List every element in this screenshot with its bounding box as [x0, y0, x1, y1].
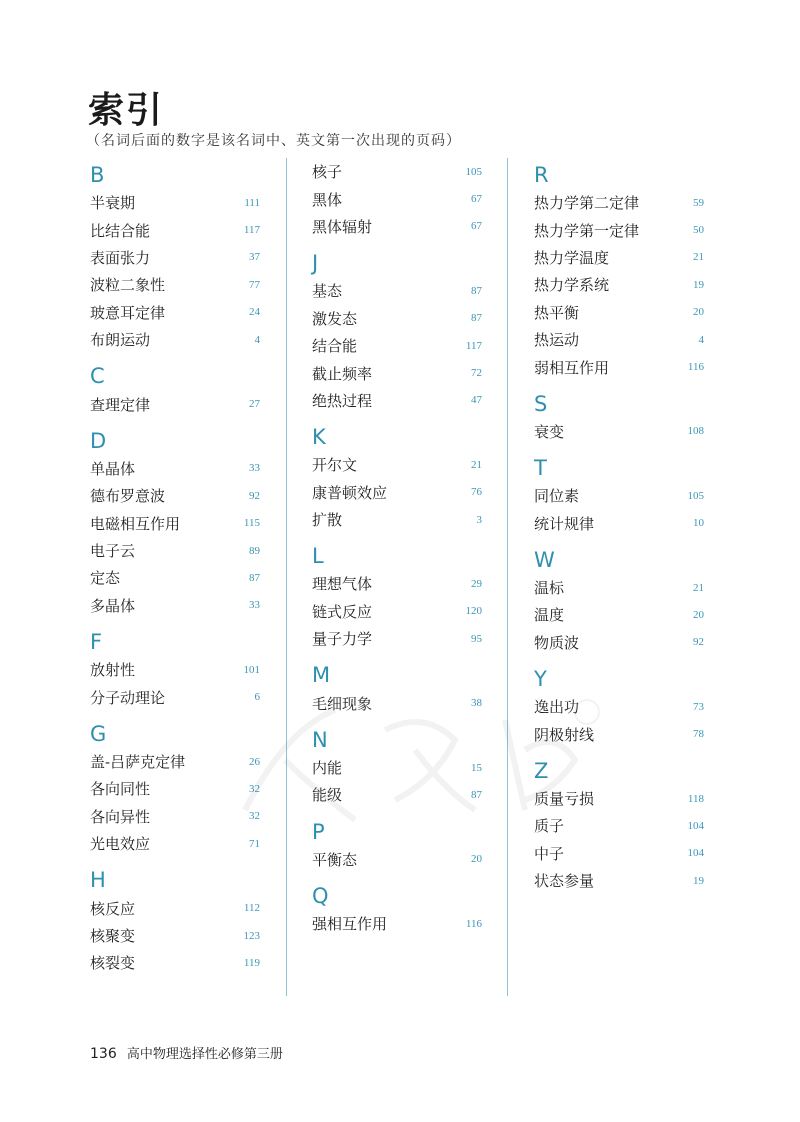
index-term: 结合能 — [312, 337, 358, 356]
index-section — [534, 547, 704, 656]
index-entry — [534, 785, 704, 812]
index-page-number: 73 — [693, 700, 704, 713]
index-page-number: 38 — [471, 697, 482, 710]
index-term: 电磁相互作用 — [90, 514, 181, 533]
index-page-number: 29 — [471, 577, 482, 590]
index-term: 比结合能 — [90, 221, 151, 240]
index-page-number: 105 — [687, 489, 704, 502]
index-page-number: 112 — [243, 902, 260, 915]
index-page-number: 19 — [693, 874, 704, 887]
index-entry — [312, 754, 482, 781]
index-entry — [312, 570, 482, 597]
index-term: 放射性 — [90, 661, 136, 680]
index-page-number: 21 — [693, 251, 704, 264]
index-page-number: 115 — [243, 517, 260, 530]
index-page-number: 27 — [249, 398, 260, 411]
index-page-number: 92 — [693, 636, 704, 649]
index-term: 热力学第一定律 — [534, 221, 640, 240]
index-term: 黑体辐射 — [312, 217, 373, 236]
index-entry — [90, 830, 260, 857]
index-page-number: 116 — [465, 917, 482, 930]
index-page-number: 87 — [249, 571, 260, 584]
index-term: 定态 — [90, 569, 121, 588]
index-entry — [534, 216, 704, 243]
index-entry — [90, 189, 260, 216]
section-letter: Y — [534, 667, 547, 692]
index-page-number: 50 — [693, 224, 704, 237]
index-term: 康普顿效应 — [312, 483, 388, 502]
index-page-number: 4 — [254, 333, 260, 346]
index-term: 截止频率 — [312, 364, 373, 383]
index-term: 各向异性 — [90, 807, 151, 826]
index-column-2 — [312, 158, 482, 947]
index-term: 热平衡 — [534, 303, 580, 322]
index-page-number: 105 — [465, 165, 482, 178]
index-entry — [90, 949, 260, 976]
index-term: 核聚变 — [90, 927, 136, 945]
index-term: 开尔文 — [312, 456, 358, 475]
index-entry — [534, 326, 704, 353]
column-divider-1 — [286, 158, 287, 996]
index-page-number: 92 — [249, 489, 260, 502]
index-term: 波粒二象性 — [90, 276, 166, 295]
index-page-number: 15 — [471, 761, 482, 774]
index-entry — [312, 846, 482, 873]
index-term: 同位素 — [534, 487, 580, 506]
index-entry — [312, 277, 482, 304]
index-entry — [90, 455, 260, 482]
index-section — [312, 250, 482, 414]
section-letter: T — [534, 456, 547, 481]
index-term: 基态 — [312, 282, 343, 301]
index-page-number: 21 — [693, 581, 704, 594]
index-entry — [90, 683, 260, 710]
section-letter: K — [312, 425, 326, 450]
index-page-number: 67 — [471, 193, 482, 206]
index-entry — [90, 564, 260, 591]
index-section — [534, 391, 704, 445]
index-entry — [534, 812, 704, 839]
index-section — [534, 162, 704, 381]
index-entry — [534, 510, 704, 537]
index-page-number: 32 — [249, 782, 260, 795]
index-entry — [312, 359, 482, 386]
section-letter: W — [534, 547, 555, 572]
index-entry — [312, 213, 482, 240]
section-letter: S — [534, 391, 548, 416]
index-page-number: 24 — [249, 306, 260, 319]
index-entry — [534, 244, 704, 271]
index-term: 多晶体 — [90, 596, 136, 615]
index-page-number: 120 — [465, 605, 482, 618]
book-title: 高中物理选择性必修第三册 — [126, 1047, 283, 1062]
index-page-number: 59 — [693, 196, 704, 209]
index-page-number: 89 — [249, 544, 260, 557]
index-section — [312, 158, 482, 240]
index-entry — [312, 598, 482, 625]
section-letter: Z — [534, 758, 549, 783]
index-term: 强相互作用 — [312, 915, 388, 934]
index-page-number: 116 — [687, 361, 704, 374]
index-entry — [90, 482, 260, 509]
index-entry — [534, 271, 704, 298]
index-entry — [312, 387, 482, 414]
page-number: 136 — [90, 1046, 117, 1062]
index-page-number: 19 — [693, 278, 704, 291]
index-term: 质量亏损 — [534, 790, 595, 809]
index-section — [90, 721, 260, 858]
index-term: 衰变 — [534, 422, 565, 441]
section-letter: Q — [312, 884, 329, 909]
index-term: 质子 — [534, 817, 565, 836]
index-section — [534, 455, 704, 537]
section-letter: F — [90, 630, 103, 655]
index-entry — [534, 482, 704, 509]
index-entry — [534, 189, 704, 216]
section-letter: R — [534, 163, 549, 187]
index-section — [90, 428, 260, 619]
index-page-number: 87 — [471, 312, 482, 325]
index-term: 温标 — [534, 579, 565, 598]
index-section — [312, 727, 482, 809]
index-term: 核子 — [312, 163, 343, 182]
index-term: 绝热过程 — [312, 391, 373, 410]
index-term: 毛细现象 — [312, 694, 373, 713]
index-page-number: 118 — [687, 792, 704, 805]
index-page-number: 72 — [471, 367, 482, 380]
index-entry — [534, 418, 704, 445]
section-letter: N — [312, 727, 328, 752]
index-term: 热力学系统 — [534, 276, 610, 295]
index-page-number: 71 — [249, 837, 260, 850]
index-page-number: 37 — [249, 251, 260, 264]
index-entry — [90, 922, 260, 949]
index-term: 状态参量 — [534, 872, 595, 891]
index-entry — [90, 748, 260, 775]
index-entry — [312, 158, 482, 185]
index-entry — [90, 537, 260, 564]
index-page-number: 123 — [243, 929, 260, 942]
index-term: 核反应 — [90, 899, 136, 918]
index-entry — [90, 775, 260, 802]
index-page-number: 47 — [471, 394, 482, 407]
index-page-number: 33 — [249, 462, 260, 475]
index-section — [90, 867, 260, 976]
page-subtitle: （名词后面的数字是该名词中、英文第一次出现的页码） — [86, 133, 461, 149]
index-term: 黑体 — [312, 190, 343, 209]
index-term: 布朗运动 — [90, 331, 151, 350]
index-term: 激发态 — [312, 309, 358, 328]
index-term: 半衰期 — [90, 194, 136, 213]
index-entry — [90, 510, 260, 537]
index-column-1 — [90, 158, 260, 987]
index-section — [90, 363, 260, 417]
section-letter: P — [312, 819, 325, 844]
index-entry — [534, 574, 704, 601]
index-entry — [90, 216, 260, 243]
index-section — [90, 629, 260, 711]
index-entry — [534, 840, 704, 867]
index-page-number: 77 — [249, 278, 260, 291]
index-term: 表面张力 — [90, 248, 151, 267]
index-term: 热力学第二定律 — [534, 194, 640, 213]
index-term: 光电效应 — [90, 835, 151, 854]
index-term: 物质波 — [534, 633, 580, 652]
index-entry — [312, 332, 482, 359]
index-entry — [90, 299, 260, 326]
index-page-number: 76 — [471, 486, 482, 499]
index-entry — [534, 720, 704, 747]
index-page-number: 111 — [244, 196, 260, 209]
section-letter: J — [312, 251, 319, 276]
section-letter: G — [90, 721, 107, 746]
index-page-number: 101 — [243, 663, 260, 676]
index-page-number: 117 — [465, 339, 482, 352]
index-entry — [312, 451, 482, 478]
index-entry — [90, 894, 260, 921]
index-page-number: 67 — [471, 220, 482, 233]
index-page-number: 32 — [249, 810, 260, 823]
index-entry — [534, 601, 704, 628]
index-entry — [534, 867, 704, 894]
index-term: 链式反应 — [312, 602, 373, 621]
index-entry — [90, 390, 260, 417]
index-term: 扩散 — [312, 511, 343, 530]
index-entry — [312, 305, 482, 332]
page-title: 索引 — [88, 90, 165, 131]
index-entry — [312, 910, 482, 937]
index-term: 分子动理论 — [90, 688, 166, 707]
index-entry — [534, 353, 704, 380]
index-term: 量子力学 — [312, 630, 373, 649]
index-term: 阴极射线 — [534, 725, 595, 744]
column-divider-2 — [507, 158, 508, 996]
index-page-number: 87 — [471, 788, 482, 801]
index-term: 德布罗意波 — [90, 487, 166, 506]
section-letter: C — [90, 364, 105, 389]
index-page-number: 20 — [471, 853, 482, 866]
index-entry — [312, 506, 482, 533]
index-term: 查理定律 — [90, 395, 151, 414]
index-term: 热力学温度 — [534, 248, 610, 267]
page-footer — [90, 1043, 283, 1062]
index-term: 中子 — [534, 844, 565, 863]
index-page-number: 87 — [471, 284, 482, 297]
index-page-number: 78 — [693, 728, 704, 741]
index-entry — [90, 326, 260, 353]
index-entry — [312, 625, 482, 652]
index-page-number: 6 — [254, 691, 260, 704]
index-page-number: 10 — [693, 517, 704, 530]
index-entry — [90, 592, 260, 619]
index-entry — [312, 689, 482, 716]
index-entry — [312, 185, 482, 212]
index-page-number: 4 — [698, 333, 704, 346]
index-term: 统计规律 — [534, 514, 595, 533]
index-page-number: 20 — [693, 306, 704, 319]
index-page-number: 95 — [471, 632, 482, 645]
index-term: 能级 — [312, 786, 343, 805]
index-column-3 — [534, 158, 704, 904]
index-section — [312, 424, 482, 533]
index-page-number: 21 — [471, 458, 482, 471]
index-section — [534, 758, 704, 895]
index-entry — [90, 244, 260, 271]
section-letter: B — [90, 163, 105, 187]
index-section — [534, 666, 704, 748]
index-term: 盖-吕萨克定律 — [90, 753, 186, 772]
index-page-number: 33 — [249, 599, 260, 612]
index-section — [312, 543, 482, 652]
index-term: 玻意耳定律 — [90, 303, 166, 322]
index-term: 温度 — [534, 606, 565, 625]
index-term: 理想气体 — [312, 575, 373, 594]
index-section — [312, 662, 482, 716]
index-entry — [312, 479, 482, 506]
index-page-number: 26 — [249, 755, 260, 768]
index-page-number: 20 — [693, 608, 704, 621]
index-term: 内能 — [312, 759, 343, 778]
section-letter: D — [90, 428, 107, 453]
index-term: 核裂变 — [90, 954, 136, 973]
index-entry — [534, 299, 704, 326]
index-section — [312, 819, 482, 873]
index-section — [312, 883, 482, 937]
index-term: 平衡态 — [312, 850, 358, 869]
index-page-number: 104 — [687, 819, 704, 832]
index-entry — [534, 629, 704, 656]
index-term: 单晶体 — [90, 459, 136, 478]
index-term: 各向同性 — [90, 780, 151, 799]
index-entry — [90, 271, 260, 298]
index-term: 热运动 — [534, 331, 580, 350]
index-entry — [90, 803, 260, 830]
index-entry — [534, 693, 704, 720]
index-page-number: 104 — [687, 847, 704, 860]
index-entry — [312, 781, 482, 808]
index-section — [90, 162, 260, 353]
index-entry — [90, 656, 260, 683]
index-term: 逸出功 — [534, 698, 580, 717]
index-term: 弱相互作用 — [534, 358, 610, 377]
index-page-number: 108 — [687, 425, 704, 438]
index-page-number: 3 — [476, 513, 482, 526]
index-page-number: 119 — [243, 956, 260, 969]
index-page-number: 117 — [243, 224, 260, 237]
section-letter: M — [312, 663, 331, 688]
index-term: 电子云 — [90, 542, 136, 561]
section-letter: L — [312, 544, 324, 569]
section-letter: H — [90, 868, 106, 893]
